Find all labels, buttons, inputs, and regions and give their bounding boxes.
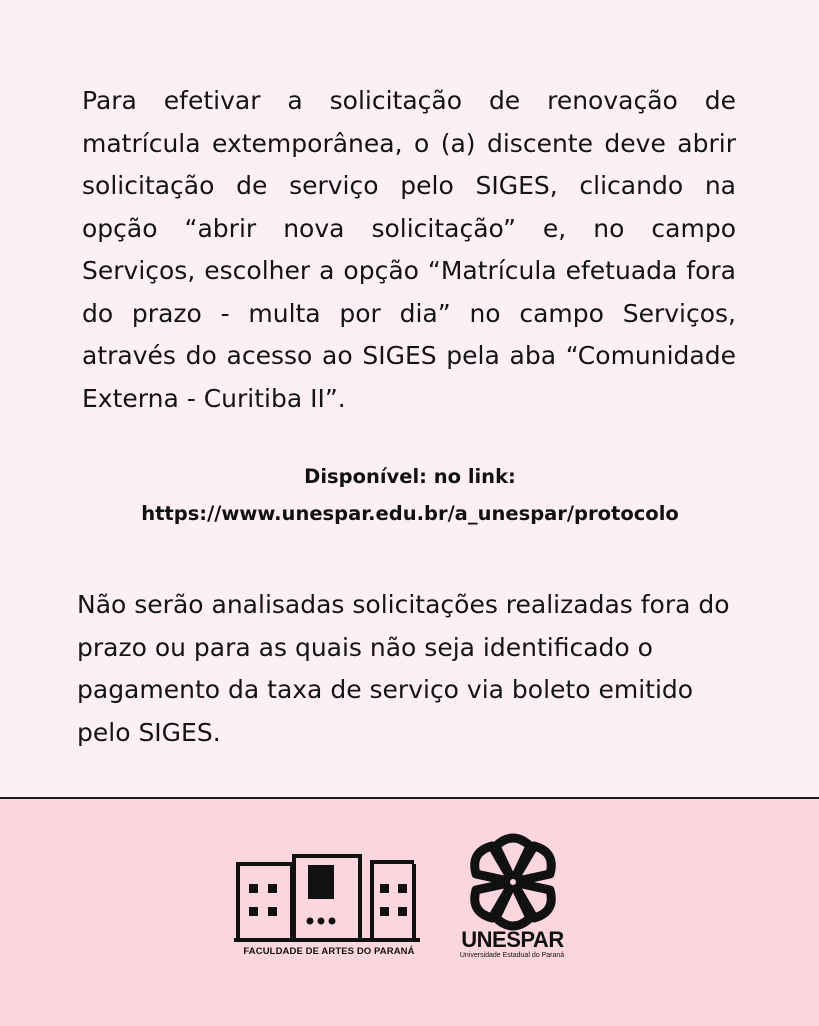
instructions-paragraph: Para efetivar a solicitação de renovação de matrícula extemporânea, o (a) discente deve abrir solicitação de serviço pelo SIGES, clicando na opção “abrir nova solicitação” e, no campo Serviços, escolher a opção “Matrícula efetuada fora do prazo - multa por dia” no campo Serviços, através do acesso ao SIGES pela aba “Comunidade Externa - Curitiba II”. xyxy=(82,86,736,413)
notice-paragraph: Não serão analisadas solicitações realizadas fora do prazo ou para as quais não seja identificado o pagamento da taxa de serviço via boleto emitido pelo SIGES. xyxy=(77,590,730,747)
unespar-emblem-icon xyxy=(458,832,568,932)
availability-block xyxy=(60,458,760,532)
unespar-name: UNESPAR xyxy=(461,927,564,952)
availability-label: Disponível: no link: xyxy=(304,465,516,488)
protocol-link[interactable]: https://www.unespar.edu.br/a_unespar/protocolo xyxy=(141,502,679,525)
fap-caption: FACULDADE DE ARTES DO PARANÁ xyxy=(243,946,415,957)
unespar-subtitle: Universidade Estadual do Paraná xyxy=(459,952,565,959)
